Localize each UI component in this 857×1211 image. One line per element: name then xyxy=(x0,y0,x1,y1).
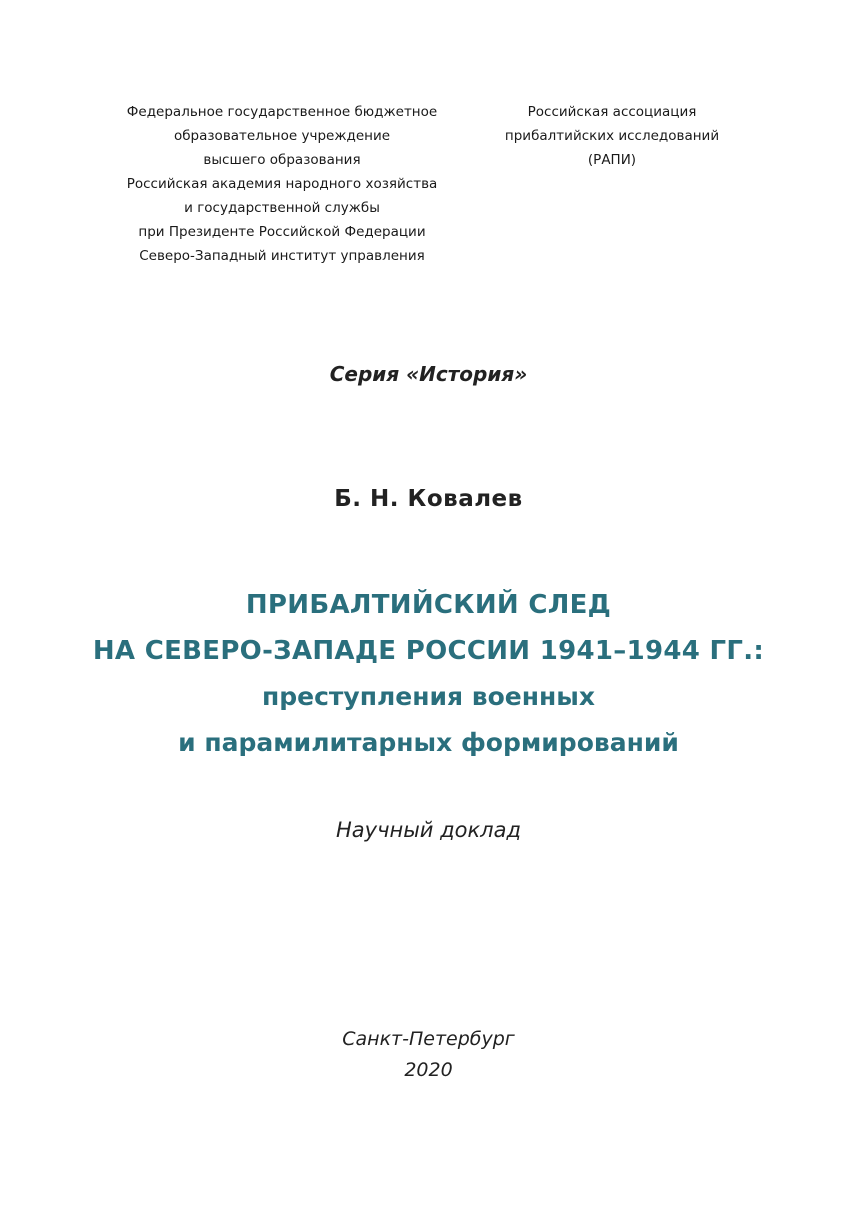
publisher-left-line: Российская академия народного хозяйства xyxy=(126,176,438,192)
publisher-left-line: высшего образования xyxy=(203,152,361,168)
publisher-right xyxy=(490,100,734,172)
book-title xyxy=(0,582,857,766)
publisher-left-line: образовательное учреждение xyxy=(173,128,391,144)
publisher-right-line: прибалтийских исследований xyxy=(504,128,720,144)
publisher-left xyxy=(120,100,444,268)
book-subtitle-line: и парамилитарных формирований xyxy=(178,728,679,757)
publisher-left-line: Северо-Западный институт управления xyxy=(139,248,425,264)
publisher-left-line: и государственной службы xyxy=(184,200,380,216)
book-subtitle-line: преступления военных xyxy=(261,682,596,711)
author-name: Б. Н. Ковалев xyxy=(334,486,523,512)
publisher-right-line: (РАПИ) xyxy=(587,152,637,168)
imprint xyxy=(0,1024,857,1086)
publisher-right-line: Российская ассоциация xyxy=(527,104,697,120)
imprint-year: 2020 xyxy=(404,1059,453,1081)
genre-label: Научный доклад xyxy=(336,818,521,842)
series-title: Серия «История» xyxy=(329,362,528,386)
book-title-line: НА СЕВЕРО-ЗАПАДЕ РОССИИ 1941–1944 ГГ.: xyxy=(92,636,765,666)
book-title-line: ПРИБАЛТИЙСКИЙ СЛЕД xyxy=(245,590,612,620)
imprint-city: Санкт-Петербург xyxy=(342,1028,515,1050)
publisher-left-line: Федеральное государственное бюджетное xyxy=(126,104,438,120)
publisher-left-line: при Президенте Российской Федерации xyxy=(138,224,426,240)
